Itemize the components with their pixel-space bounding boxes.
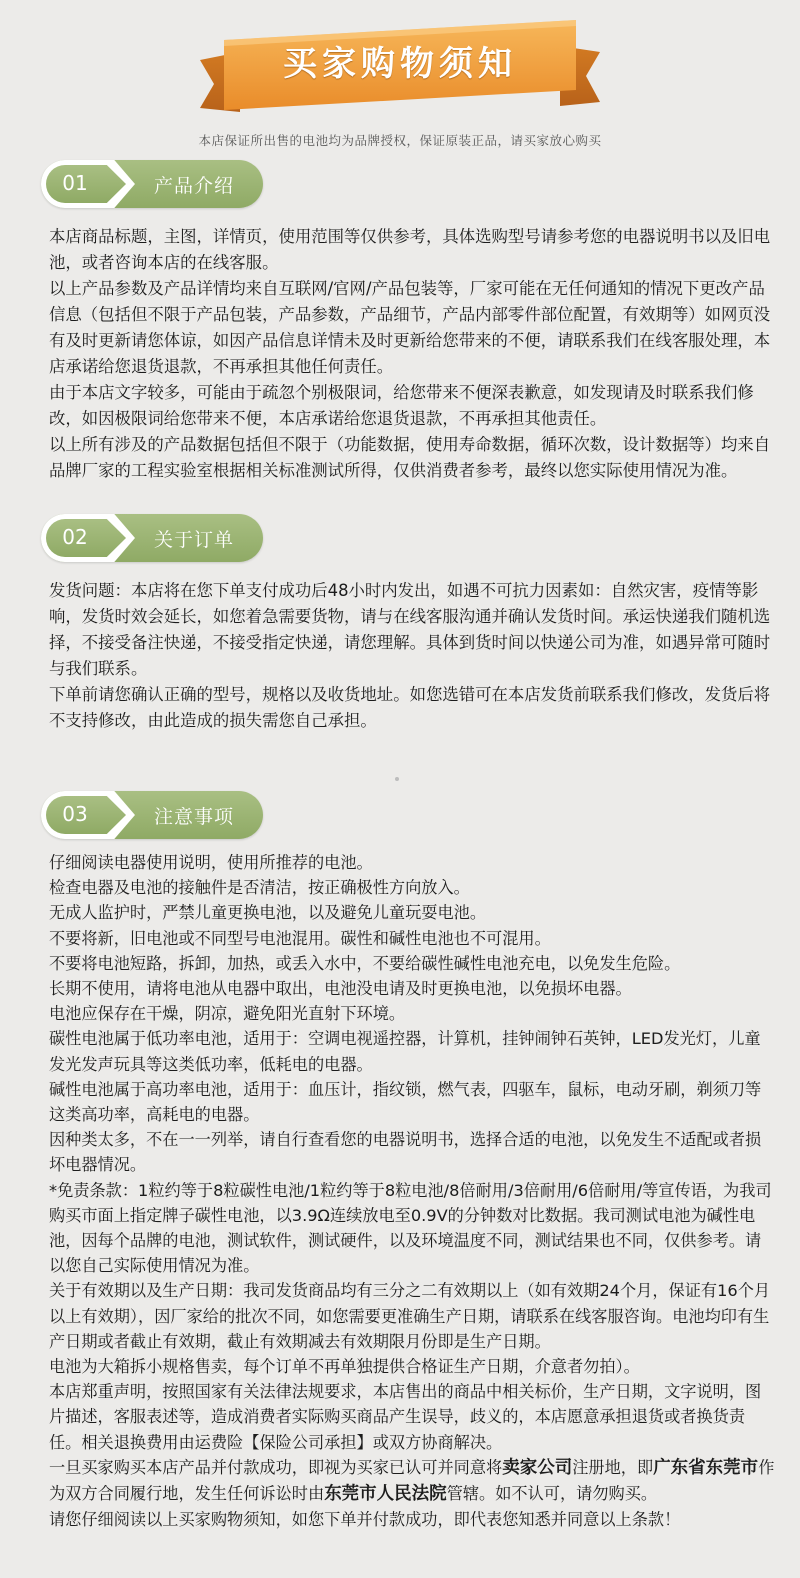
paragraph: 本店商品标题，主图，详情页，使用范围等仅供参考，具体选购型号请参考您的电器说明书以及旧电池，或者咨询本店的在线客服。 bbox=[49, 227, 771, 272]
paragraph: 发货问题：本店将在您下单支付成功后48小时内发出，如遇不可抗力因素如：自然灾害，疫情等影响，发货时效会延长，如您着急需要货物，请与在线客服沟通并确认发货时间。承运快递我们随机选择，不接受备注快递，不接受指定快递，请您理解。具体到货时间以快递公司为准，如遇异常可随时与我们联系。 bbox=[49, 581, 771, 678]
section-title: 产品介绍 bbox=[153, 175, 234, 197]
paragraph: 无成人监护时，严禁儿童更换电池，以及避免儿童玩耍电池。 bbox=[49, 903, 487, 923]
contract-place: 广东省东莞市 bbox=[653, 1457, 759, 1478]
paragraph: 由于本店文字较多，可能由于疏忽个别极限词，给您带来不便深表歉意，如发现请及时联系我们修改，如因极限词给您带来不便，本店承诺给您退货退款，不再承担其他责任。 bbox=[49, 383, 754, 428]
paragraph: 电池为大箱拆小规格售卖，每个订单不再单独提供合格证生产日期，介意者勿拍）。 bbox=[49, 1357, 640, 1377]
section-number: 01 bbox=[62, 171, 88, 195]
section-title: 注意事项 bbox=[153, 806, 234, 828]
paragraph: 下单前请您确认正确的型号，规格以及收货地址。如您选错可在本店发货前联系我们修改，发货后将不支持修改，由此造成的损失需您自己承担。 bbox=[49, 685, 771, 730]
paragraph: 电池应保存在干燥，阴凉，避免阳光直射下环境。 bbox=[49, 1004, 406, 1024]
paragraph: 以上产品参数及产品详情均来自互联网/官网/产品包装等，厂家可能在无任何通知的情况下更改产品信息（包括但不限于产品包装，产品参数，产品细节，产品内部零件部位配置，有效期等）如网页没有及时更新请您体谅，如因产品信息详情未及时更新给您带来的不便，请联系我们在线客服处理，本店承诺给您退货退款，不再承担其他任何责任。 bbox=[49, 279, 771, 376]
paragraph: 不要将电池短路，拆卸，加热，或丢入水中，不要给碳性碱性电池充电，以免发生危险。 bbox=[49, 953, 681, 973]
paragraph: 长期不使用，请将电池从电器中取出，电池没电请及时更换电池，以免损坏电器。 bbox=[49, 979, 632, 999]
closing-statement: 请您仔细阅读以上买家购物须知，如您下单并付款成功，即代表您知悉并同意以上条款！ bbox=[49, 1510, 681, 1530]
guarantee-subtitle: 本店保证所出售的电池均为品牌授权，保证原装正品，请买家放心购买 bbox=[198, 133, 602, 148]
paragraph: 以上所有涉及的产品数据包括但不限于（功能数据，使用寿命数据，循环次数，设计数据等）均来自品牌厂家的工程实验室根据相关标准测试所得，仅供消费者参考，最终以您实际使用情况为准。 bbox=[49, 435, 771, 480]
section-body-orders bbox=[49, 578, 775, 734]
section-title: 关于订单 bbox=[153, 529, 234, 551]
paragraph: 不要将新，旧电池或不同型号电池混用。碳性和碱性电池也不可混用。 bbox=[49, 928, 551, 948]
section-body-product-intro bbox=[49, 224, 775, 484]
paragraph: *免责条款：1粒约等于8粒碳性电池/1粒约等于8粒电池/8倍耐用/3倍耐用/6倍耐用/等宣传语，为我司购买市面上指定牌子碳性电池，以3.9Ω连续放电至0.9V的分钟数对比数据。我司测试电池为碱性电池，因每个品牌的电池，测试软件，测试硬件，以及环境温度不同，测试结果也不同，仅供参考。请以您自己实际使用情况为准。 bbox=[49, 1180, 772, 1276]
paragraph: 本店郑重声明，按照国家有关法律法规要求，本店售出的商品中相关标价，生产日期，文字说明，图片描述，客服表述等，造成消费者实际购买商品产生误导，歧义的，本店愿意承担退货或者换货责任。相关退换费用由运费险【保险公司承担】或双方协商解决。 bbox=[49, 1382, 762, 1452]
jurisdiction-agreement: 一旦买家购买本店产品并付款成功，即视为买家已认可并同意将卖家公司注册地，即广东省东莞市作为双方合同履行地，发生任何诉讼时由东莞市人民法院管辖。如不认可，请勿购买。 bbox=[49, 1457, 775, 1505]
section-header-notes bbox=[41, 791, 263, 839]
page-title: 买家购物须知 bbox=[283, 44, 517, 84]
section-header-orders bbox=[41, 514, 263, 562]
section-number: 02 bbox=[62, 525, 88, 549]
company-name: 卖家公司 bbox=[502, 1457, 573, 1478]
paragraph: 因种类太多，不在一一列举，请自行查看您的电器说明书，选择合适的电池，以免发生不适配或者损坏电器情况。 bbox=[49, 1130, 762, 1175]
section-header-product-intro bbox=[41, 160, 263, 208]
section-number: 03 bbox=[62, 802, 88, 826]
paragraph: 碳性电池属于低功率电池，适用于：空调电视遥控器，计算机，挂钟闹钟石英钟，LED发光灯，儿童发光发声玩具等这类低功率，低耗电的电器。 bbox=[49, 1029, 761, 1074]
paragraph: 仔细阅读电器使用说明，使用所推荐的电池。 bbox=[49, 853, 373, 872]
paragraph: 关于有效期以及生产日期：我司发货商品均有三分之二有效期以上（如有效期24个月，保证有16个月以上有效期），因厂家给的批次不同，如您需要更准确生产日期，请联系在线客服咨询。电池均印有生产日期或者截止有效期，截止有效期减去有效期限月份即是生产日期。 bbox=[49, 1281, 771, 1351]
title-banner bbox=[200, 12, 600, 130]
section-body-notes bbox=[49, 850, 775, 1532]
paragraph: 检查电器及电池的接触件是否清洁，按正确极性方向放入。 bbox=[49, 878, 470, 898]
paragraph: 碱性电池属于高功率电池，适用于：血压计，指纹锁，燃气表，四驱车，鼠标，电动牙刷，剃须刀等这类高功率，高耗电的电器。 bbox=[49, 1079, 762, 1125]
court-name: 东莞市人民法院 bbox=[324, 1484, 447, 1505]
decorative-dot bbox=[395, 777, 399, 781]
